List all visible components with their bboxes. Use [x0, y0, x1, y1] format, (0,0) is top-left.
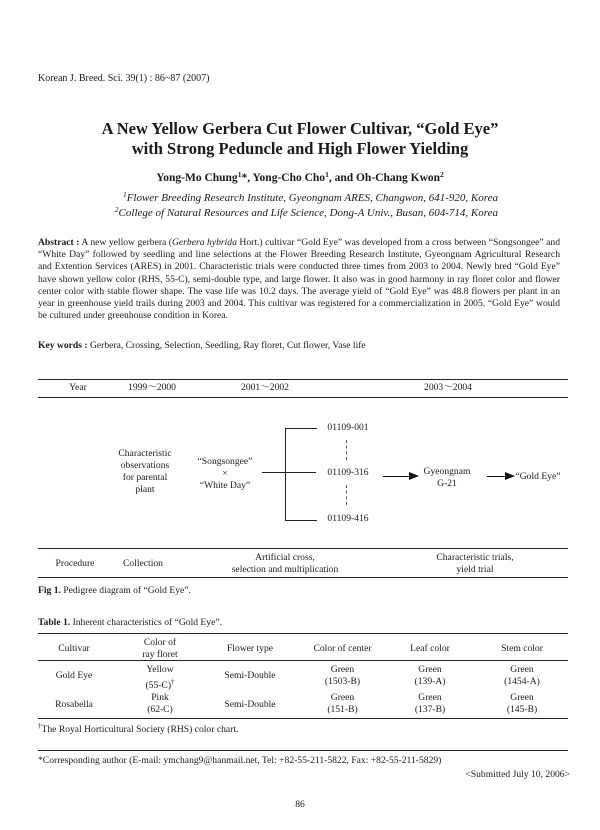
- text-line: (145-B): [506, 704, 538, 715]
- header-ray-floret: [120, 637, 200, 661]
- footer-procedure: Procedure: [55, 558, 95, 569]
- abstract-text: A new yellow gerbera (: [79, 237, 172, 248]
- text-line: (1454-A): [504, 676, 540, 687]
- caption-text: Pedigree diagram of “Gold Eye”.: [60, 585, 191, 596]
- text-line: Characteristic trials,: [436, 552, 514, 563]
- header-stem-color: Stem color: [501, 643, 543, 654]
- footnote-mark: †: [38, 722, 42, 730]
- affiliation-text: Flower Breeding Research Institute, Gyeongnam ARES, Changwon, 641-920, Korea: [126, 192, 498, 204]
- line-01109-001: 01109-001: [327, 422, 369, 433]
- species-name: Gerbera hybrida: [172, 237, 237, 248]
- dashed-connector: [346, 440, 347, 460]
- keywords-text: Gerbera, Crossing, Selection, Seedling, Ray floret, Cut flower, Vase life: [87, 340, 366, 351]
- table-top-rule: [38, 633, 568, 634]
- header-year-range-1: 1999～2000: [128, 382, 176, 393]
- text-line: for parental: [122, 472, 168, 483]
- text-line: Green: [418, 692, 442, 703]
- header-year: Year: [69, 382, 87, 393]
- arrow-right-icon: [383, 476, 417, 477]
- table-caption: [38, 617, 222, 628]
- table-cell-ray-floret: [120, 664, 200, 692]
- gyeongnam-g21: [417, 466, 477, 490]
- parental-cross: [185, 456, 265, 492]
- text-line: (151-B): [327, 704, 358, 715]
- text-line: Green: [330, 664, 355, 675]
- affiliation-text: College of Natural Resources and Life Science, Dong-A Univ., Busan, 604-714, Korea: [118, 207, 498, 219]
- text-line: Green: [510, 692, 534, 703]
- text-line: Artificial cross,: [255, 552, 315, 563]
- corresponding-mark: *: [241, 172, 248, 184]
- text-line: Yellow: [146, 664, 174, 675]
- selection-bracket: [285, 428, 286, 520]
- text-line: (137-B): [414, 704, 446, 715]
- characteristic-observations-label: [105, 448, 185, 496]
- header-year-range-3: 2003～2004: [424, 382, 472, 393]
- cross-symbol: ×: [222, 468, 228, 479]
- footnote-separator: [38, 750, 568, 751]
- abstract: [38, 237, 560, 322]
- keywords: [38, 340, 366, 351]
- header-leaf-color: Leaf color: [410, 643, 450, 654]
- keywords-label: Key words :: [38, 340, 88, 351]
- text-line: (139-A): [414, 676, 446, 687]
- figure-top-rule: [38, 379, 568, 380]
- table-cell-leaf-color: [390, 692, 470, 716]
- header-center-color: Color of center: [313, 643, 372, 654]
- color-code: (55-C): [145, 680, 172, 692]
- cross-connector: [262, 472, 316, 473]
- affiliation-2: [115, 207, 498, 219]
- bracket-top-arm: [285, 428, 317, 429]
- caption-label: Table 1.: [38, 617, 71, 628]
- table-bottom-rule: [38, 718, 568, 719]
- table-cell-cultivar: Gold Eye: [55, 670, 93, 681]
- table-cell-center-color: [295, 664, 390, 688]
- bracket-bottom-arm: [285, 520, 317, 521]
- text-line: (62-C): [147, 704, 173, 715]
- abstract-text: Hort.) cultivar “Gold Eye” was developed from a cross between “Songsongee” and “White Day” followed by seedling and line selections at the Flower Breeding Research Institute, Gyeongnam Agricultural Research and Extention Services (ARES) in 2001. Characteristic trials were conducted three times from 2003 to 2004. Newly bred “Gold Eye” have shown yellow color (RHS, 55-C), semi-double type, and large flower. It also was in good harmony in ray floret color and flower center color with stable flower shape. The vase life was 10.2 days. The average yield of “Gold Eye” was 48.8 flowers per plant in an year in greenhouse yield trails during 2003 and 2004. This cultivar was registered for a commercialization in 2005. “Gold Eye” would be cultured under greenhouse condition in Korea.: [38, 237, 561, 322]
- caption-label: Fig 1.: [38, 585, 61, 596]
- figure-header-rule: [38, 397, 568, 398]
- text-line: observations: [120, 460, 170, 471]
- table-header-rule: [38, 660, 568, 661]
- line-01109-316: 01109-316: [327, 467, 369, 478]
- header-cultivar: Cultivar: [58, 643, 90, 654]
- table-cell-ray-floret: [120, 692, 200, 716]
- author-separator: , and: [328, 172, 356, 184]
- abstract-label: Abstract :: [38, 237, 80, 248]
- figure-caption: [38, 585, 191, 596]
- table-cell-cultivar: Rosabella: [55, 699, 93, 710]
- paper-title-line-2: with Strong Peduncle and High Flower Yielding: [131, 139, 469, 158]
- author-affiliation-mark: 2: [440, 170, 444, 179]
- footnote-mark: †: [171, 678, 175, 686]
- author-name: Yong-Cho Cho: [252, 172, 326, 184]
- affiliation-1: [123, 192, 498, 204]
- text-line: [120, 676, 200, 692]
- dashed-connector: [346, 485, 347, 505]
- text-line: (1503-B): [324, 676, 361, 687]
- table-footnote: [38, 722, 238, 735]
- header-year-range-2: 2001～2002: [241, 382, 289, 393]
- text-line: yield trial: [456, 564, 494, 575]
- text-line: Green: [418, 664, 442, 675]
- text-line: ray floret: [142, 649, 178, 660]
- table-cell-flower-type: Semi-Double: [224, 670, 276, 681]
- author-affiliation-mark: 1: [325, 170, 329, 179]
- author-affiliation-mark: 1: [237, 170, 242, 179]
- table-cell-leaf-color: [390, 664, 470, 688]
- page-number: 86: [295, 799, 305, 810]
- caption-text: Inherent characteristics of “Gold Eye”.: [70, 617, 222, 628]
- text-line: Green: [510, 664, 534, 675]
- author-name: Oh-Chang Kwon: [355, 172, 441, 184]
- text-line: G-21: [437, 478, 457, 489]
- footer-artificial-cross: [210, 552, 360, 576]
- text-line: Pink: [151, 692, 169, 703]
- paper-title-line-1: A New Yellow Gerbera Cut Flower Cultivar, “Gold Eye”: [101, 119, 499, 138]
- text-line: plant: [135, 484, 155, 495]
- header-flower-type: Flower type: [226, 643, 274, 654]
- affiliation-mark: 2: [114, 205, 119, 214]
- figure-bottom-rule: [38, 577, 568, 578]
- line-01109-416: 01109-416: [327, 513, 369, 524]
- footnote-text: The Royal Horticultural Society (RHS) color chart.: [41, 724, 239, 736]
- affiliation-mark: 1: [122, 190, 127, 199]
- text-line: Gyeongnam: [423, 466, 471, 477]
- text-line: selection and multiplication: [231, 564, 339, 575]
- final-cultivar: “Gold Eye”: [515, 471, 561, 482]
- text-line: Green: [330, 692, 355, 703]
- table-cell-stem-color: [478, 664, 566, 688]
- footer-collection: Collection: [123, 558, 163, 569]
- footer-trials: [400, 552, 550, 576]
- journal-reference: Korean J. Breed. Sci. 39(1) : 86~87 (2007): [38, 73, 210, 84]
- submission-date: <Submitted July 10, 2006>: [465, 769, 570, 780]
- parent-1: “Songsongee”: [197, 456, 253, 467]
- author-separator: ,: [247, 172, 253, 184]
- table-cell-flower-type: Semi-Double: [224, 699, 276, 710]
- author-name: Yong-Mo Chung: [156, 172, 238, 184]
- corresponding-author: *Corresponding author (E-mail: ymchang9@hanmail.net, Tel: +82-55-211-5822, Fax: +82-55-211-5829): [38, 755, 442, 766]
- parent-2: “White Day”: [199, 480, 251, 491]
- text-line: Characteristic: [118, 448, 172, 459]
- table-cell-center-color: [295, 692, 390, 716]
- author-list: [40, 172, 560, 184]
- table-cell-stem-color: [478, 692, 566, 716]
- figure-footer-rule: [38, 548, 568, 549]
- text-line: Color of: [143, 637, 177, 648]
